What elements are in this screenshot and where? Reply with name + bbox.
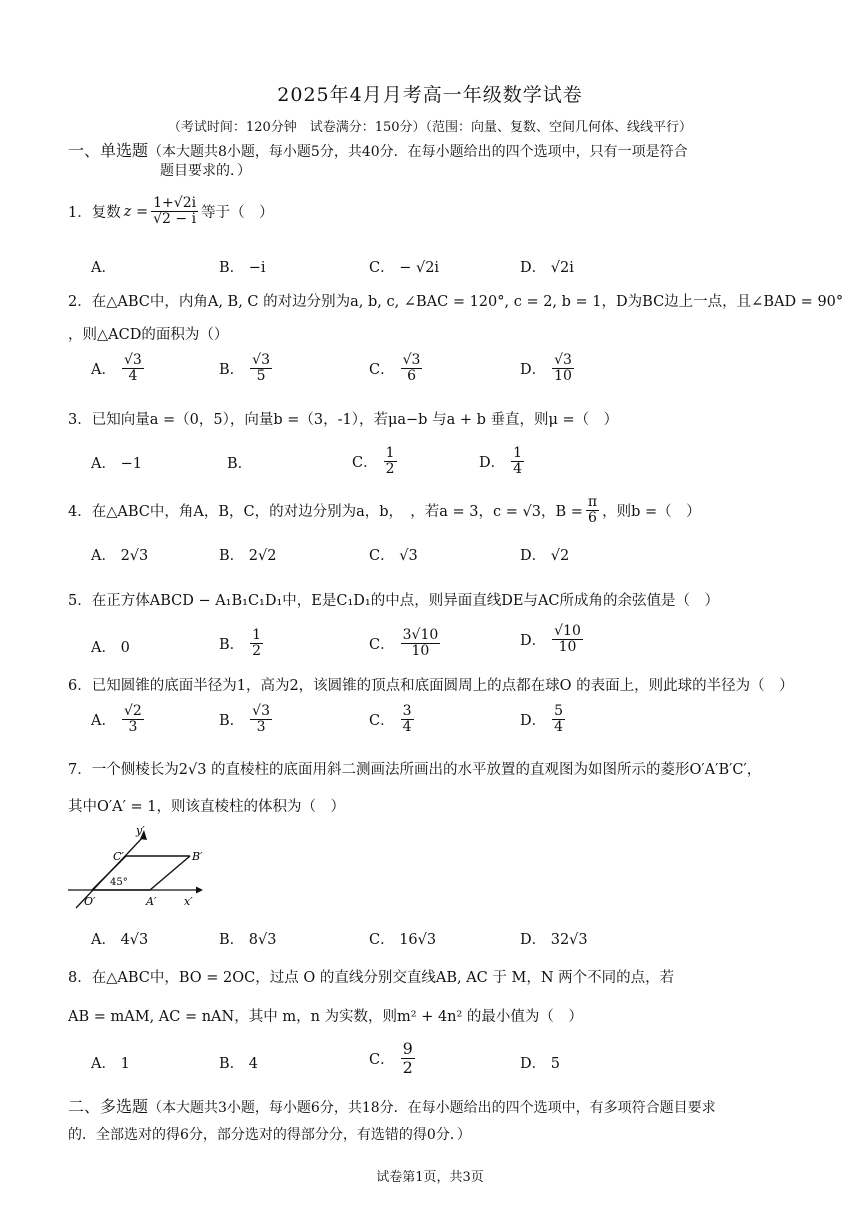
q5-d-den: 10 <box>558 639 577 656</box>
q1-option-d[interactable]: D． √2i <box>520 260 574 276</box>
q4-option-a[interactable]: A． 2√3 <box>91 548 149 564</box>
question-8-line1: 8．在△ABC中，BO = 2OC，过点 O 的直线分别交直线AB, AC 于 M，N 两个不同的点，若 <box>68 970 675 986</box>
page-title: 2025年4月月考高一年级数学试卷 <box>277 84 583 106</box>
q7-option-c[interactable]: C． 16√3 <box>369 932 437 948</box>
question-7-line1: 7．一个侧棱长为2√3 的直棱柱的底面用斜二测画法所画出的水平放置的直观图为如图所示的菱形O′A′B′C′， <box>68 762 762 778</box>
section-1-note-cont: 题目要求的．） <box>160 163 251 179</box>
q2-option-c[interactable] <box>369 353 422 385</box>
q5-d-label: D． <box>520 633 547 650</box>
question-8-line2: AB = mAM, AC = nAN，其中 m，n 为实数，则m² + 4n² 的最小值为（ ） <box>68 1009 583 1025</box>
q6-c-den: 4 <box>402 719 412 736</box>
q4-option-d[interactable]: D． √2 <box>520 548 570 564</box>
fig-label-b: B′ <box>192 850 203 863</box>
section-1-note: （本大题共8小题，每小题5分，共40分．在每小题给出的四个选项中，只有一项是符合 <box>148 144 688 160</box>
q8-c-den: 2 <box>402 1057 413 1077</box>
q2-a-num: √3 <box>123 352 142 368</box>
section-2-note-cont: 的．全部选对的得6分，部分选对的得部分分，有选错的得0分．） <box>68 1127 471 1143</box>
q1-expr: z = <box>123 203 149 220</box>
q6-d-label: D． <box>520 713 547 730</box>
q6-d-num: 5 <box>554 703 564 719</box>
q3-c-den: 2 <box>385 461 395 478</box>
q4-text-b: ，则b =（ ） <box>602 504 701 521</box>
question-5-line1: 5．在正方体ABCD − A₁B₁C₁D₁中，E是C₁D₁的中点，则异面直线DE与AC所成角的余弦值是（ ） <box>68 593 720 609</box>
q5-c-label: C． <box>369 637 395 654</box>
question-1 <box>68 196 274 228</box>
fig-label-x: x′ <box>184 895 193 908</box>
q5-b-label: B． <box>219 637 245 654</box>
q6-option-c[interactable] <box>369 704 414 736</box>
q3-option-b[interactable]: B． <box>227 456 253 472</box>
q1-frac-num: 1+√2i <box>153 195 197 211</box>
fig-label-a: A′ <box>146 895 157 908</box>
q1-option-c[interactable]: C． − √2i <box>369 260 440 276</box>
q2-b-num: √3 <box>252 352 270 368</box>
q6-a-label: A． <box>91 713 116 730</box>
page-footer: 试卷第1页，共3页 <box>376 1170 484 1185</box>
q2-c-num: √3 <box>402 352 421 368</box>
q3-c-num: 1 <box>385 445 395 461</box>
q5-b-den: 2 <box>252 643 262 660</box>
q5-b-num: 1 <box>252 627 262 643</box>
fig-label-o: O′ <box>84 895 96 908</box>
q5-d-num: √10 <box>554 623 581 639</box>
q4-frac-num: π <box>587 494 598 510</box>
q2-d-num: √3 <box>554 352 572 368</box>
q6-b-label: B． <box>219 713 245 730</box>
q5-option-c[interactable] <box>369 628 440 660</box>
question-3-line1: 3．已知向量a =（0，5），向量b =（3，-1），若μa−b 与a + b 垂直，则μ =（ ） <box>68 412 619 428</box>
q5-option-b[interactable] <box>219 628 263 660</box>
q2-option-b[interactable] <box>219 353 272 385</box>
q2-d-label: D． <box>520 362 547 379</box>
fig-label-y: y′ <box>136 824 145 837</box>
question-7-line2: 其中O′A′ = 1，则该直棱柱的体积为（ ） <box>68 799 346 815</box>
q5-c-den: 10 <box>411 643 430 660</box>
q3-option-c[interactable] <box>352 446 397 478</box>
q3-d-den: 4 <box>513 461 523 478</box>
q6-a-den: 3 <box>128 719 138 736</box>
q4-option-b[interactable]: B． 2√2 <box>219 548 277 564</box>
q2-a-den: 4 <box>128 368 138 385</box>
q4-option-c[interactable]: C． √3 <box>369 548 418 564</box>
q1-suffix: 等于（ ） <box>201 205 274 222</box>
q4-frac-den: 6 <box>588 510 597 527</box>
q6-b-den: 3 <box>256 719 266 736</box>
q6-c-label: C． <box>369 713 395 730</box>
q2-option-a[interactable] <box>91 353 144 385</box>
q2-c-label: C． <box>369 362 395 379</box>
q1-option-a[interactable]: A． <box>91 260 116 276</box>
q1-fraction <box>151 196 198 228</box>
q2-c-den: 6 <box>407 368 416 385</box>
q6-c-num: 3 <box>402 703 412 719</box>
q2-d-den: 10 <box>554 368 572 385</box>
q6-b-num: √3 <box>252 703 270 719</box>
q2-a-label: A． <box>91 362 116 379</box>
q7-option-a[interactable]: A． 4√3 <box>91 932 149 948</box>
q7-option-b[interactable]: B． 8√3 <box>219 932 277 948</box>
rhombus-figure <box>66 822 206 914</box>
q3-option-a[interactable]: A． −1 <box>91 456 142 472</box>
q7-option-d[interactable]: D． 32√3 <box>520 932 588 948</box>
q6-option-a[interactable] <box>91 704 144 736</box>
q1-option-b[interactable]: B． −i <box>219 260 266 276</box>
q5-c-num: 3√10 <box>402 627 439 643</box>
q8-c-label: C． <box>369 1051 395 1068</box>
q1-prefix: 1．复数 <box>68 205 121 222</box>
question-4 <box>68 495 701 527</box>
q2-b-den: 5 <box>256 368 266 385</box>
q3-option-d[interactable] <box>479 446 524 478</box>
q8-option-b[interactable]: B． 4 <box>219 1056 258 1072</box>
q8-option-d[interactable]: D． 5 <box>520 1056 560 1072</box>
q2-option-d[interactable] <box>520 353 574 385</box>
q6-d-den: 4 <box>554 719 564 736</box>
fig-label-angle: 45° <box>110 877 128 888</box>
section-1-title: 一、单选题 <box>68 141 149 160</box>
q3-d-label: D． <box>479 455 506 472</box>
q5-option-d[interactable] <box>520 624 583 656</box>
section-2-title: 二、多选题 <box>68 1097 149 1116</box>
fig-label-c: C′ <box>113 850 124 863</box>
q8-option-a[interactable]: A． 1 <box>91 1056 130 1072</box>
section-1-header <box>68 138 688 161</box>
section-2-note: （本大题共3小题，每小题6分，共18分．在每小题给出的四个选项中，有多项符合题目要求 <box>148 1100 716 1116</box>
q1-frac-den: √2 − i <box>153 211 197 228</box>
q8-option-c[interactable] <box>369 1040 415 1076</box>
q8-c-num: 9 <box>402 1039 413 1058</box>
section-2-header <box>68 1094 716 1117</box>
q2-b-label: B． <box>219 362 245 379</box>
question-6-line1: 6．已知圆锥的底面半径为1，高为2，该圆锥的顶点和底面圆周上的点都在球O 的表面上，则此球的半径为（ ） <box>68 678 794 694</box>
question-2-line2: ，则△ACD的面积为（） <box>68 327 229 343</box>
question-2-line1: 2．在△ABC中，内角A, B, C 的对边分别为a, b, c, ∠BAC = 120°, c = 2, b = 1，D为BC边上一点，且∠BAD = 90° <box>68 294 844 310</box>
q3-d-num: 1 <box>513 445 523 461</box>
exam-info: （考试时间：120分钟 试卷满分：150分）（范围：向量、复数、空间几何体、线线平行） <box>167 120 693 135</box>
q6-option-d[interactable] <box>520 704 565 736</box>
q6-option-b[interactable] <box>219 704 272 736</box>
q4-text-a: 4．在△ABC中，角A，B，C，的对边分别为a，b， ，若a = 3，c = √3，B = <box>68 504 583 521</box>
q6-a-num: √2 <box>123 703 142 719</box>
q5-option-a[interactable]: A． 0 <box>91 640 130 656</box>
q3-c-label: C． <box>352 455 378 472</box>
